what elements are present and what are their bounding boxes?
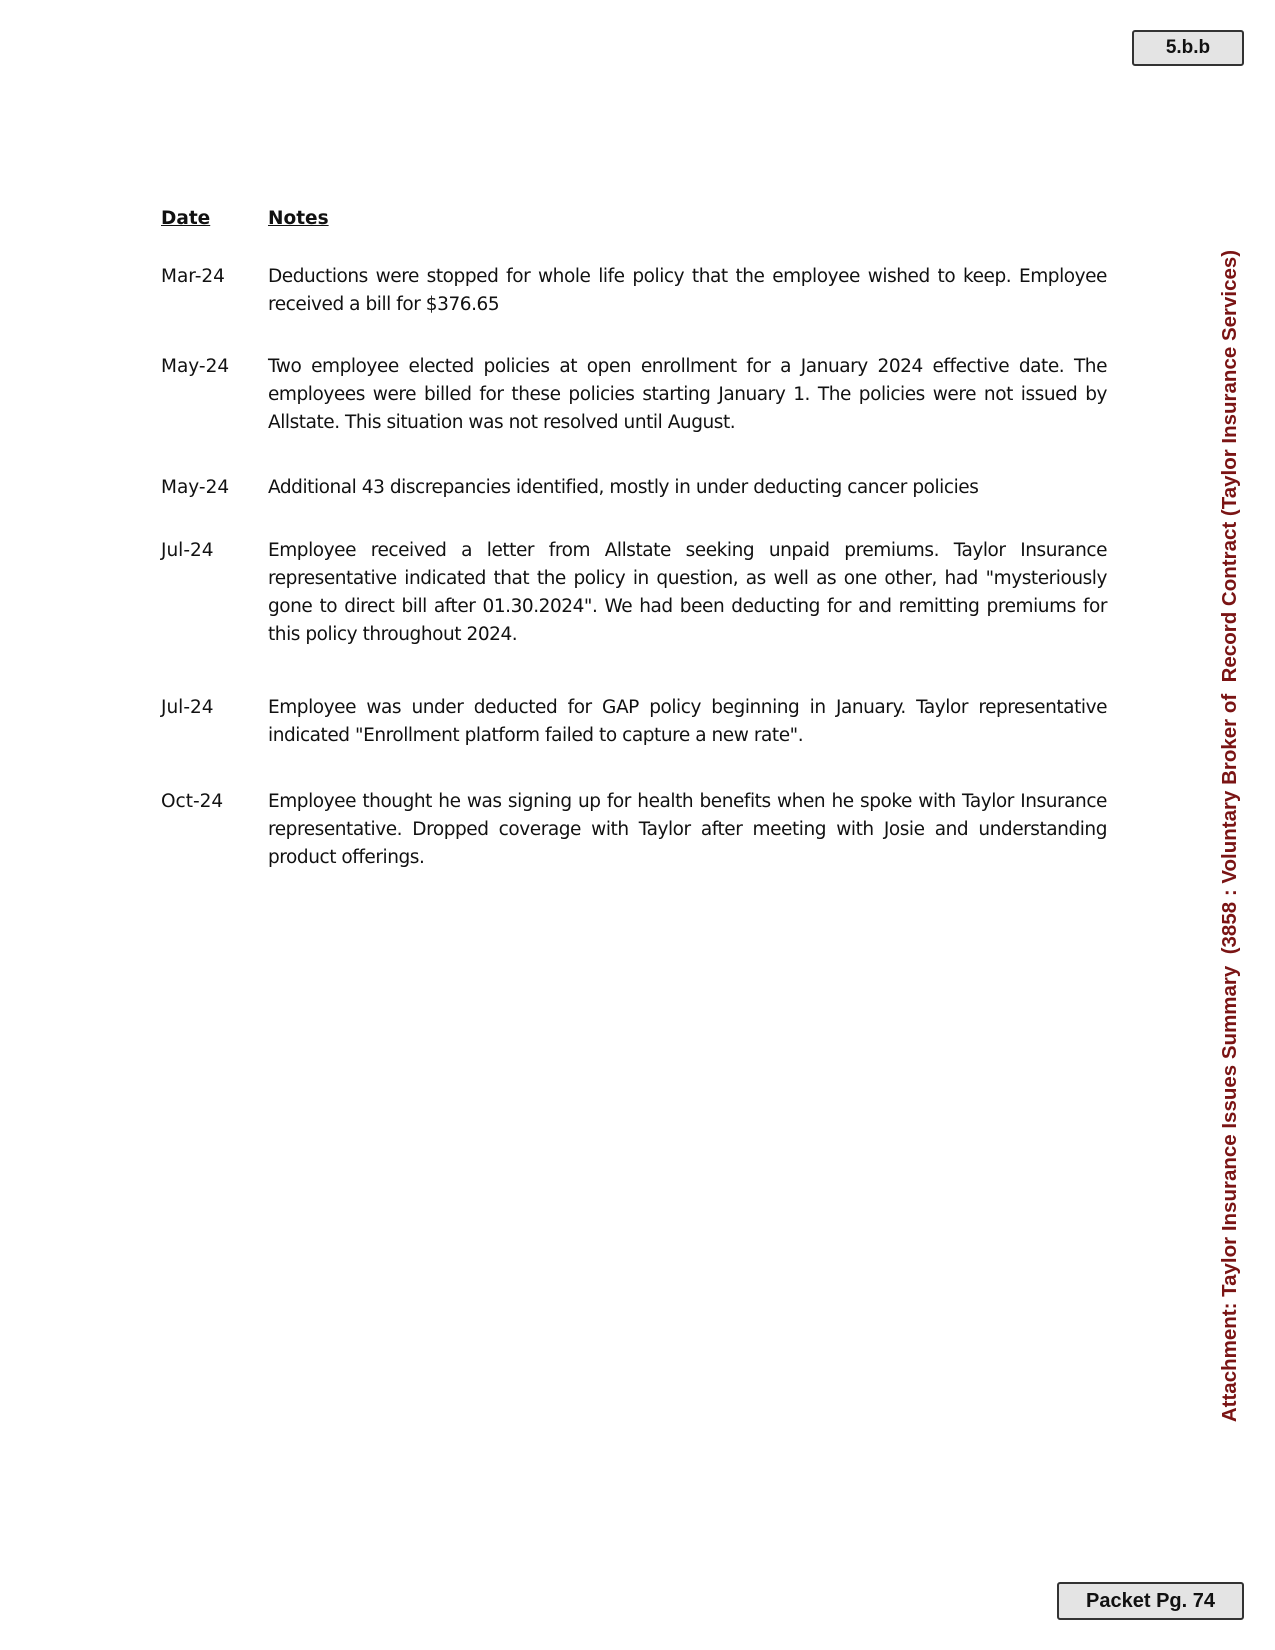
row-date: May-24 <box>161 477 230 498</box>
row-date: May-24 <box>161 356 230 377</box>
row-note: Deductions were stopped for whole life policy that the employee wished to keep. Employee received a bill for $376.65 <box>268 266 1107 315</box>
attachment-side-label: Attachment: Taylor Insurance Issues Summary (3858 : Voluntary Broker of Record Contract (Taylor Insurance Services) <box>1218 249 1241 1423</box>
date-header: Date <box>161 208 211 229</box>
notes-table <box>161 205 1107 872</box>
row-date: Oct-24 <box>161 791 224 812</box>
table-row <box>161 788 1107 872</box>
row-note: Employee received a letter from Allstate seeking unpaid premiums. Taylor Insurance representative indicated that the policy in question, as well as one other, had "mysteriously gone to direct bill after 01.30.2024". We had been deducting for and remitting premiums for this policy throughout 2024. <box>268 540 1107 645</box>
page-label: 5.b.b <box>1132 30 1244 66</box>
row-note: Employee was under deducted for GAP policy beginning in January. Taylor representative indicated "Enrollment platform failed to capture a new rate". <box>268 697 1107 746</box>
row-date: Jul-24 <box>161 697 214 718</box>
row-note: Additional 43 discrepancies identified, mostly in under deducting cancer policies <box>268 477 979 498</box>
notes-header: Notes <box>268 208 329 229</box>
row-date: Mar-24 <box>161 266 225 287</box>
row-note: Two employee elected policies at open enrollment for a January 2024 effective date. The employees were billed for these policies starting January 1. The policies were not issued by Allstate. This situation was not resolved until August. <box>268 356 1107 433</box>
row-note: Employee thought he was signing up for health benefits when he spoke with Taylor Insurance representative. Dropped coverage with Taylor after meeting with Josie and understanding product offerings. <box>268 791 1107 868</box>
table-row <box>161 474 1107 502</box>
packet-page-label: Packet Pg. 74 <box>1057 1582 1244 1620</box>
table-row <box>161 694 1107 750</box>
table-header <box>161 205 1107 235</box>
table-row <box>161 263 1107 319</box>
table-row <box>161 353 1107 437</box>
row-date: Jul-24 <box>161 540 214 561</box>
table-row <box>161 537 1107 649</box>
